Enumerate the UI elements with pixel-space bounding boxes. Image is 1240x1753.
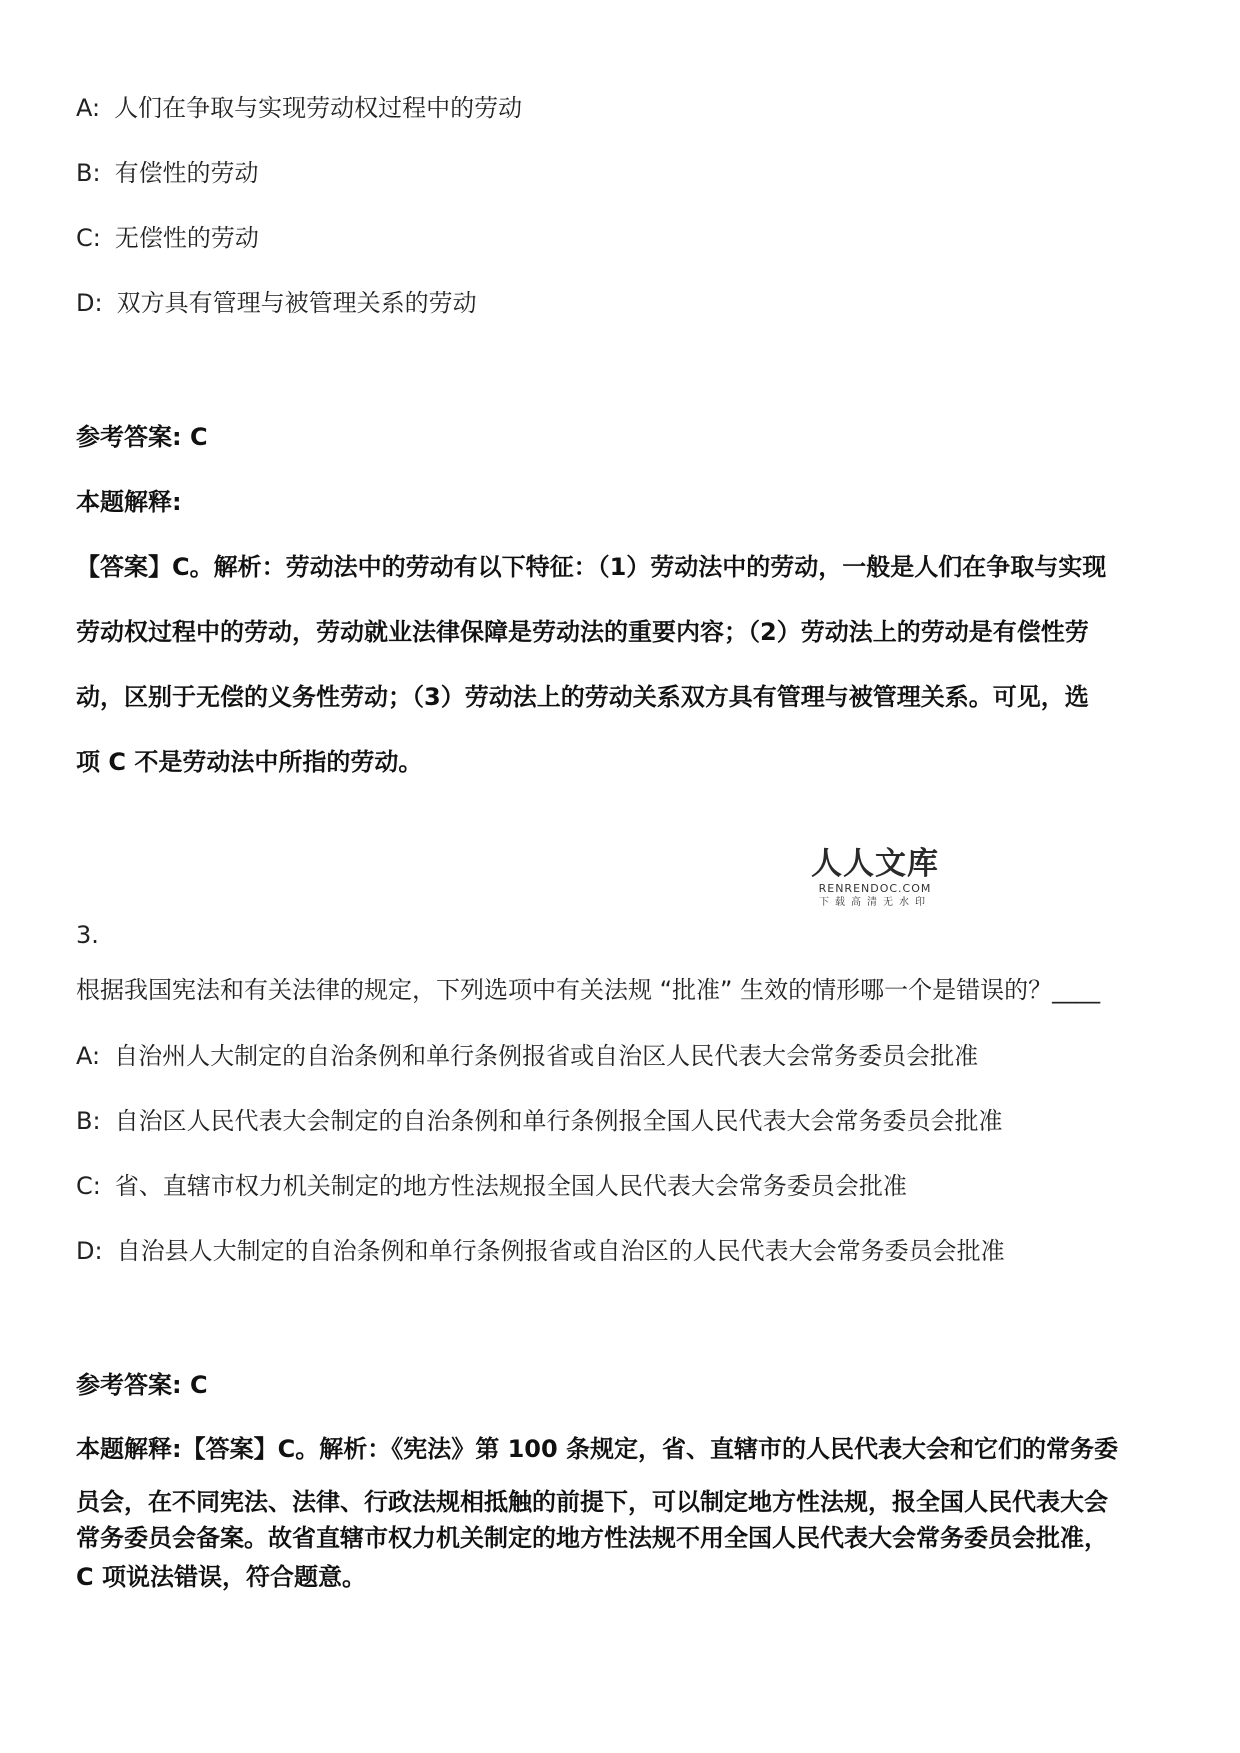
watermark-site: RENRENDOC.COM	[818, 882, 932, 895]
renrendoc-watermark-logo	[808, 846, 942, 910]
q2-answer: 参考答案: C	[76, 423, 208, 451]
option-letter: B:	[76, 159, 101, 187]
option-text: 自治区人民代表大会制定的自治条例和单行条例报全国人民代表大会常务委员会批准	[114, 1107, 1003, 1135]
q3-option-b	[76, 1101, 1003, 1136]
q3-explanation-line: 常务委员会备案。故省直辖市权力机关制定的地方性法规不用全国人民代表大会常务委员会批准，	[76, 1524, 1108, 1552]
option-text: 有偿性的劳动	[114, 159, 259, 187]
q3-explanation-line: C 项说法错误，符合题意。	[76, 1563, 366, 1591]
option-letter: D:	[76, 289, 103, 317]
option-text: 自治县人大制定的自治条例和单行条例报省或自治区的人民代表大会常务委员会批准	[116, 1237, 1005, 1265]
q3-number: 3.	[76, 921, 99, 949]
watermark-title: 人人文库	[811, 846, 939, 882]
option-letter: B:	[76, 1107, 101, 1135]
option-letter: A:	[76, 94, 101, 122]
q3-option-d	[76, 1231, 1005, 1266]
q2-option-c	[76, 218, 259, 253]
q2-explanation-line: 劳动权过程中的劳动，劳动就业法律保障是劳动法的重要内容；（2）劳动法上的劳动是有偿性劳	[76, 618, 1089, 646]
option-text: 省、直辖市权力机关制定的地方性法规报全国人民代表大会常务委员会批准	[114, 1172, 907, 1200]
q2-explanation-line: 【答案】C。解析：劳动法中的劳动有以下特征：（1）劳动法中的劳动，一般是人们在争取与实现	[76, 553, 1107, 581]
q2-explanation-line: 动，区别于无偿的义务性劳动；（3）劳动法上的劳动关系双方具有管理与被管理关系。可见，选	[76, 683, 1089, 711]
option-text: 人们在争取与实现劳动权过程中的劳动	[114, 94, 523, 122]
q3-option-a	[76, 1036, 978, 1071]
q2-explanation-label: 本题解释:	[76, 488, 182, 516]
option-letter: A:	[76, 1042, 101, 1070]
watermark-subtitle: 下载高清无水印	[819, 897, 931, 908]
q3-explanation-line: 本题解释:【答案】C。解析：《宪法》第 100 条规定，省、直辖市的人民代表大会和它们的常务委	[76, 1435, 1119, 1463]
q3-answer: 参考答案: C	[76, 1371, 208, 1399]
option-text: 自治州人大制定的自治条例和单行条例报省或自治区人民代表大会常务委员会批准	[114, 1042, 979, 1070]
q2-option-b	[76, 153, 259, 188]
option-letter: C:	[76, 224, 101, 252]
q3-option-c	[76, 1166, 907, 1201]
option-text: 无偿性的劳动	[114, 224, 259, 252]
option-letter: D:	[76, 1237, 103, 1265]
q2-option-d	[76, 283, 477, 318]
q2-explanation-line: 项 C 不是劳动法中所指的劳动。	[76, 748, 423, 776]
option-text: 双方具有管理与被管理关系的劳动	[116, 289, 477, 317]
q2-option-a	[76, 88, 522, 123]
q3-question: 根据我国宪法和有关法律的规定，下列选项中有关法规 “批准” 生效的情形哪一个是错误的？____	[76, 976, 1101, 1004]
q3-explanation-line: 员会，在不同宪法、法律、行政法规相抵触的前提下，可以制定地方性法规，报全国人民代表大会	[76, 1488, 1108, 1516]
option-letter: C:	[76, 1172, 101, 1200]
